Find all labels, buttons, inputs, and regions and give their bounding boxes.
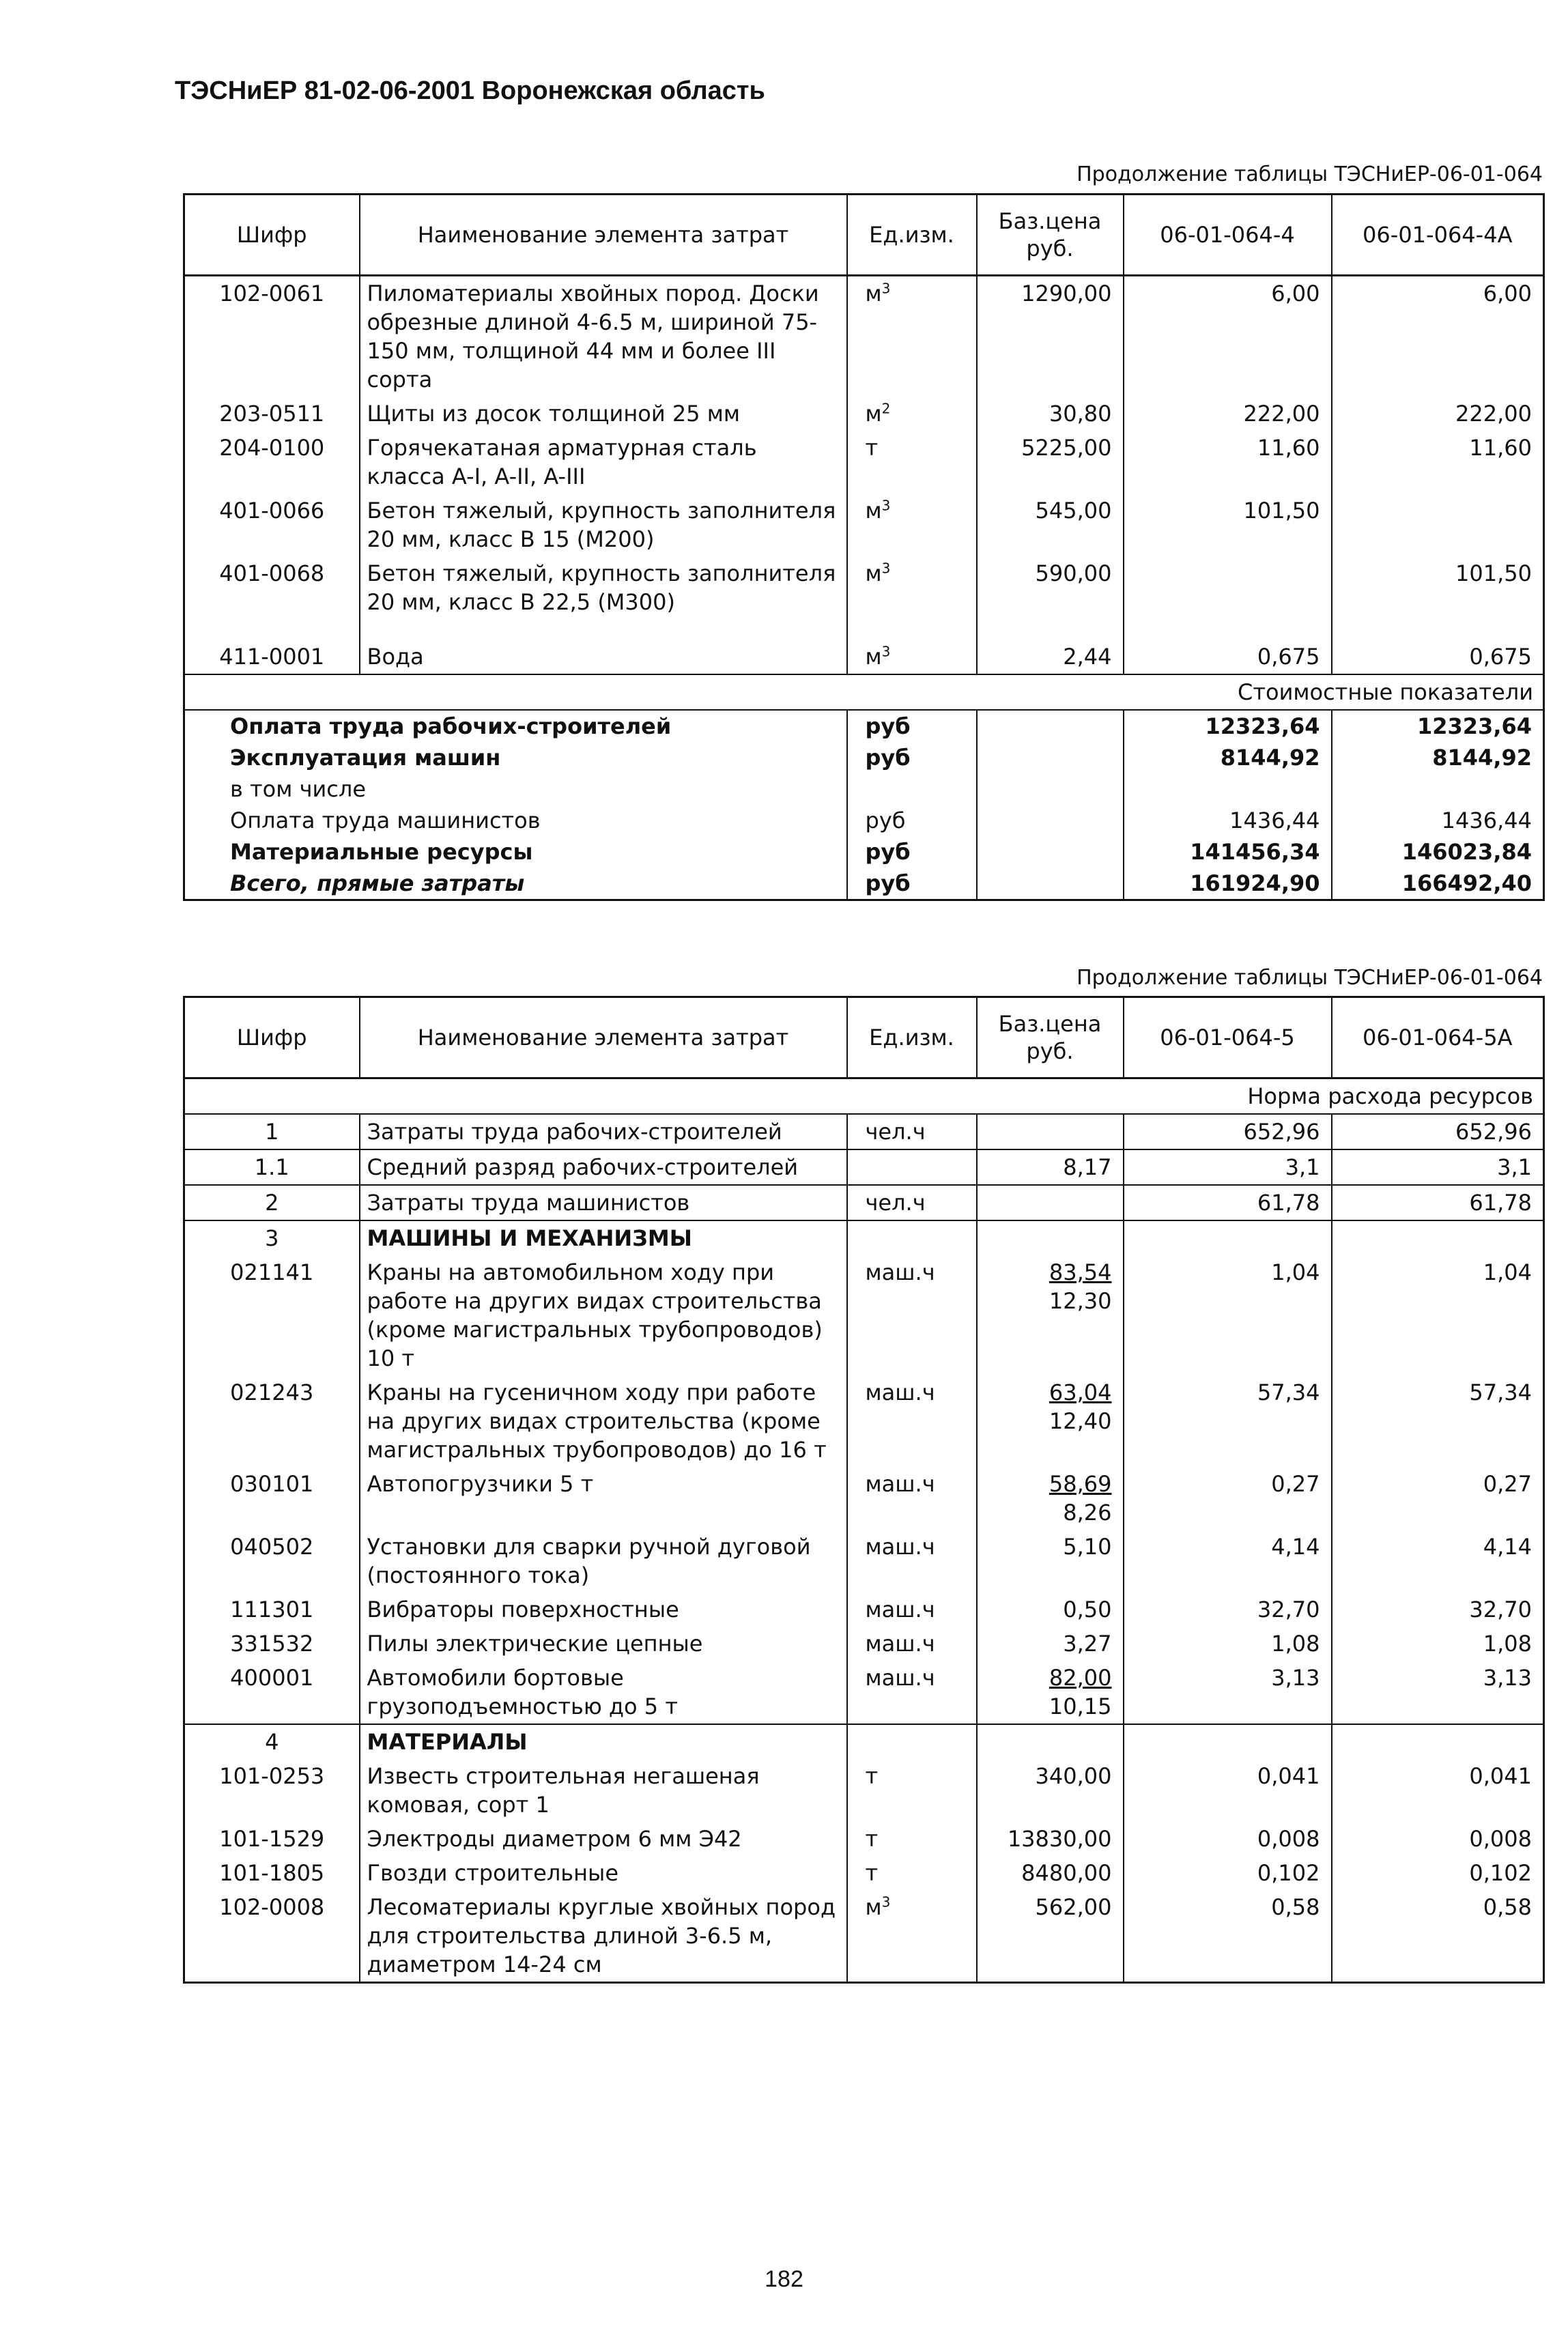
summary-unit: руб [847,710,977,742]
section-band [184,674,1544,710]
table-row [184,1661,1544,1724]
table-row [184,1759,1544,1822]
cell-price: 3,27 [977,1627,1124,1661]
cell-unit: $м^3$ [847,494,977,556]
col-header-name: Наименование элемента затрат [360,195,847,276]
cell-code: 101-0253 [219,1763,325,1789]
cell-v2: 61,78 [1332,1185,1544,1220]
col-header-price: Баз.цена руб. [977,997,1124,1078]
summary-label: Материальные ресурсы [230,839,533,865]
cell-v2: 1,08 [1332,1627,1544,1661]
cell-code: 040502 [230,1534,314,1560]
cell-code: 2 [184,1185,360,1220]
cell-v2: 3,1 [1332,1149,1544,1185]
table-row [184,1856,1544,1890]
summary-label: Оплата труда рабочих-строителей [230,713,672,739]
cell-name: Вода [360,640,847,674]
col-header-v1: 06-01-064-5 [1124,997,1332,1078]
table1 [183,193,1545,901]
table-row [184,1627,1544,1661]
summary-price [977,742,1124,773]
cell-code: 4 [184,1724,360,1759]
summary-v1: 8144,92 [1124,742,1332,773]
cell-v2: 4,14 [1332,1530,1544,1592]
summary-price [977,868,1124,900]
cell-unit: чел.ч [847,1114,977,1149]
table-row [184,1467,1544,1530]
cell-name: Щиты из досок толщиной 25 мм [360,397,847,431]
cell-price: 30,80 [977,397,1124,431]
cell-name: Затраты труда рабочих-строителей [360,1114,847,1149]
cell-name: МАШИНЫ И МЕХАНИЗМЫ [360,1220,847,1255]
col-header-code: Шифр [184,997,360,1078]
summary-label: Всего, прямые затраты [230,870,525,896]
cell-name: Бетон тяжелый, крупность заполнителя 20 мм, класс В 15 (М200) [360,494,847,556]
spacer-row [184,619,1544,640]
cell-v2: 0,27 [1332,1467,1544,1530]
cell-v2: 0,041 [1332,1759,1544,1822]
cell-name: Пиломатериалы хвойных пород. Доски обрезные длиной 4-6.5 м, шириной 75-150 мм, толщиной 44 мм и более III сорта [360,276,847,397]
cell-unit: маш.ч [847,1467,977,1530]
cell-name: Автопогрузчики 5 т [360,1467,847,1530]
cell-name: Электроды диаметром 6 мм Э42 [360,1822,847,1856]
cell-code: 101-1805 [219,1860,325,1886]
table-row [184,1185,1544,1220]
cell-code: 1.1 [184,1149,360,1185]
cell-unit: маш.ч [847,1530,977,1592]
cell-v2: 0,675 [1332,640,1544,674]
cell-name: Пилы электрические цепные [360,1627,847,1661]
cell-name: Бетон тяжелый, крупность заполнителя 20 мм, класс В 22,5 (М300) [360,556,847,619]
cell-v1: 0,041 [1124,1759,1332,1822]
col-header-unit: Ед.изм. [847,997,977,1078]
summary-unit: руб [847,836,977,868]
col-header-unit: Ед.изм. [847,195,977,276]
cell-code: 021141 [230,1259,314,1285]
cell-price: 58,69 8,26 [977,1467,1124,1530]
summary-label: Оплата труда машинистов [230,807,541,833]
cell-unit: т [847,1856,977,1890]
cell-code: 411-0001 [219,644,325,670]
cell-v1: 6,00 [1124,276,1332,397]
cell-name: Краны на автомобильном ходу при работе на других видах строительства (кроме магистральных трубопроводов) 10 т [360,1255,847,1375]
cell-v1 [1124,1220,1332,1255]
table-row [184,556,1544,619]
cell-v2 [1332,1220,1544,1255]
summary-row [184,868,1544,900]
summary-row [184,805,1544,836]
cell-code: 203-0511 [219,401,325,427]
cell-name: Гвозди строительные [360,1856,847,1890]
cell-price: 82,00 10,15 [977,1661,1124,1724]
cell-v1: 0,58 [1124,1890,1332,1983]
summary-label: Эксплуатация машин [230,745,501,771]
summary-v1: 161924,90 [1124,868,1332,900]
summary-price [977,773,1124,805]
table1-continuation: Продолжение таблицы ТЭСНиЕР-06-01-064 [1077,162,1543,186]
cell-code: 101-1529 [219,1826,325,1852]
cell-unit: $м^3$ [847,556,977,619]
col-header-v1: 06-01-064-4 [1124,195,1332,276]
table-row [184,1375,1544,1467]
cell-v1: 0,102 [1124,1856,1332,1890]
summary-row [184,710,1544,742]
col-header-v2: 06-01-064-4А [1332,195,1544,276]
cell-name: МАТЕРИАЛЫ [360,1724,847,1759]
cell-name: Затраты труда машинистов [360,1185,847,1220]
cell-v2: 652,96 [1332,1114,1544,1149]
cell-v1: 1,04 [1124,1255,1332,1375]
cell-code: 102-0008 [219,1894,325,1920]
cell-code: 401-0068 [219,560,325,586]
cell-code: 204-0100 [219,435,325,461]
section-row-machines [184,1220,1544,1255]
summary-v2: 146023,84 [1332,836,1544,868]
page-number: 182 [765,2266,803,2292]
cell-unit [847,1220,977,1255]
table-row [184,1822,1544,1856]
cell-price [977,1185,1124,1220]
cell-v1: 61,78 [1124,1185,1332,1220]
cell-unit: $м^2$ [847,397,977,431]
summary-unit: руб [847,805,977,836]
cell-v1: 3,13 [1124,1661,1332,1724]
col-header-price: Баз.цена руб. [977,195,1124,276]
summary-label: в том числе [230,776,366,802]
summary-v2: 12323,64 [1332,710,1544,742]
table-row [184,1890,1544,1983]
table1-header-row [184,195,1544,276]
cell-unit: маш.ч [847,1375,977,1467]
cell-unit: маш.ч [847,1255,977,1375]
table-row [184,397,1544,431]
table-row [184,276,1544,397]
section-band [184,1078,1544,1115]
cell-unit: т [847,1822,977,1856]
cell-price: 5225,00 [977,431,1124,494]
cell-unit: т [847,1759,977,1822]
cell-v2: 0,58 [1332,1890,1544,1983]
cell-v1: 4,14 [1124,1530,1332,1592]
summary-v2: 166492,40 [1332,868,1544,900]
cell-price: 1290,00 [977,276,1124,397]
cell-name: Автомобили бортовые грузоподъемностью до 5 т [360,1661,847,1724]
summary-v1 [1124,773,1332,805]
cell-v2: 11,60 [1332,431,1544,494]
cell-v1 [1124,556,1332,619]
cell-price: 8,17 [977,1149,1124,1185]
table-row [184,1592,1544,1627]
cell-price: 0,50 [977,1592,1124,1627]
summary-v2 [1332,773,1544,805]
cell-unit: маш.ч [847,1661,977,1724]
table-row [184,1255,1544,1375]
cell-unit: маш.ч [847,1592,977,1627]
cell-code: 111301 [230,1597,314,1622]
cell-code: 3 [184,1220,360,1255]
cell-v2: 101,50 [1332,556,1544,619]
col-header-v2: 06-01-064-5А [1332,997,1544,1078]
cell-price [977,1220,1124,1255]
cell-name: Лесоматериалы круглые хвойных пород для строительства длиной 3-6.5 м, диаметром 14-24 см [360,1890,847,1983]
cell-price: 8480,00 [977,1856,1124,1890]
cell-v1 [1124,1724,1332,1759]
table-row [184,1530,1544,1592]
summary-unit [847,773,977,805]
cell-v1: 0,27 [1124,1467,1332,1530]
cell-v2: 32,70 [1332,1592,1544,1627]
cell-code: 021243 [230,1379,314,1405]
cell-v1: 32,70 [1124,1592,1332,1627]
cell-price: 5,10 [977,1530,1124,1592]
cell-v1: 3,1 [1124,1149,1332,1185]
cell-unit [847,1149,977,1185]
cell-price [977,1114,1124,1149]
cell-code: 1 [184,1114,360,1149]
band-label: Норма расхода ресурсов [184,1078,1544,1115]
cell-price: 340,00 [977,1759,1124,1822]
cell-unit: маш.ч [847,1627,977,1661]
cell-v1: 0,675 [1124,640,1332,674]
cell-v1: 11,60 [1124,431,1332,494]
summary-price [977,805,1124,836]
cell-code: 400001 [230,1665,314,1691]
cell-name: Установки для сварки ручной дуговой (постоянного тока) [360,1530,847,1592]
cell-v2 [1332,1724,1544,1759]
cell-price: 562,00 [977,1890,1124,1983]
summary-row [184,836,1544,868]
cell-price: 13830,00 [977,1822,1124,1856]
cell-price: 63,04 12,40 [977,1375,1124,1467]
table2-continuation: Продолжение таблицы ТЭСНиЕР-06-01-064 [1077,966,1543,990]
table-row [184,431,1544,494]
page-title: ТЭСНиЕР 81-02-06-2001 Воронежская область [175,76,765,105]
cell-price: 545,00 [977,494,1124,556]
cell-name: Средний разряд рабочих-строителей [360,1149,847,1185]
cell-name: Краны на гусеничном ходу при работе на других видах строительства (кроме магистральных трубопроводов) до 16 т [360,1375,847,1467]
cell-v1: 1,08 [1124,1627,1332,1661]
summary-unit: руб [847,742,977,773]
summary-row [184,773,1544,805]
cell-price: 590,00 [977,556,1124,619]
section-row-materials [184,1724,1544,1759]
cell-v2: 1,04 [1332,1255,1544,1375]
cell-unit: т [847,431,977,494]
table-row [184,640,1544,674]
cell-code: 102-0061 [219,281,325,306]
cell-price: 83,54 12,30 [977,1255,1124,1375]
col-header-name: Наименование элемента затрат [360,997,847,1078]
cell-v1: 652,96 [1124,1114,1332,1149]
col-header-code: Шифр [184,195,360,276]
cell-v2: 222,00 [1332,397,1544,431]
cell-price [977,1724,1124,1759]
summary-v1: 12323,64 [1124,710,1332,742]
cell-v2: 57,34 [1332,1375,1544,1467]
cell-v2 [1332,494,1544,556]
table-row [184,1114,1544,1149]
cell-unit: $м^3$ [847,1890,977,1983]
table-row [184,494,1544,556]
cell-v1: 0,008 [1124,1822,1332,1856]
summary-price [977,836,1124,868]
cell-code: 030101 [230,1471,314,1497]
cell-name: Вибраторы поверхностные [360,1592,847,1627]
cell-code: 331532 [230,1631,314,1657]
cell-name: Горячекатаная арматурная сталь класса A-I, A-II, A-III [360,431,847,494]
cell-code: 401-0066 [219,498,325,524]
summary-v1: 141456,34 [1124,836,1332,868]
cell-name: Известь строительная негашеная комовая, сорт 1 [360,1759,847,1822]
table2-header-row [184,997,1544,1078]
cell-v2: 0,008 [1332,1822,1544,1856]
cell-v1: 101,50 [1124,494,1332,556]
summary-v2: 1436,44 [1332,805,1544,836]
cell-unit: $м^3$ [847,640,977,674]
summary-unit: руб [847,868,977,900]
cell-price: 2,44 [977,640,1124,674]
cell-unit [847,1724,977,1759]
cell-v1: 222,00 [1124,397,1332,431]
table2 [183,996,1545,1984]
cell-v2: 0,102 [1332,1856,1544,1890]
cell-v2: 6,00 [1332,276,1544,397]
summary-v2: 8144,92 [1332,742,1544,773]
cell-v1: 57,34 [1124,1375,1332,1467]
summary-price [977,710,1124,742]
summary-v1: 1436,44 [1124,805,1332,836]
cell-unit: чел.ч [847,1185,977,1220]
table-row [184,1149,1544,1185]
cell-unit: $м^3$ [847,276,977,397]
summary-row [184,742,1544,773]
band-label: Стоимостные показатели [184,674,1544,710]
cell-v2: 3,13 [1332,1661,1544,1724]
